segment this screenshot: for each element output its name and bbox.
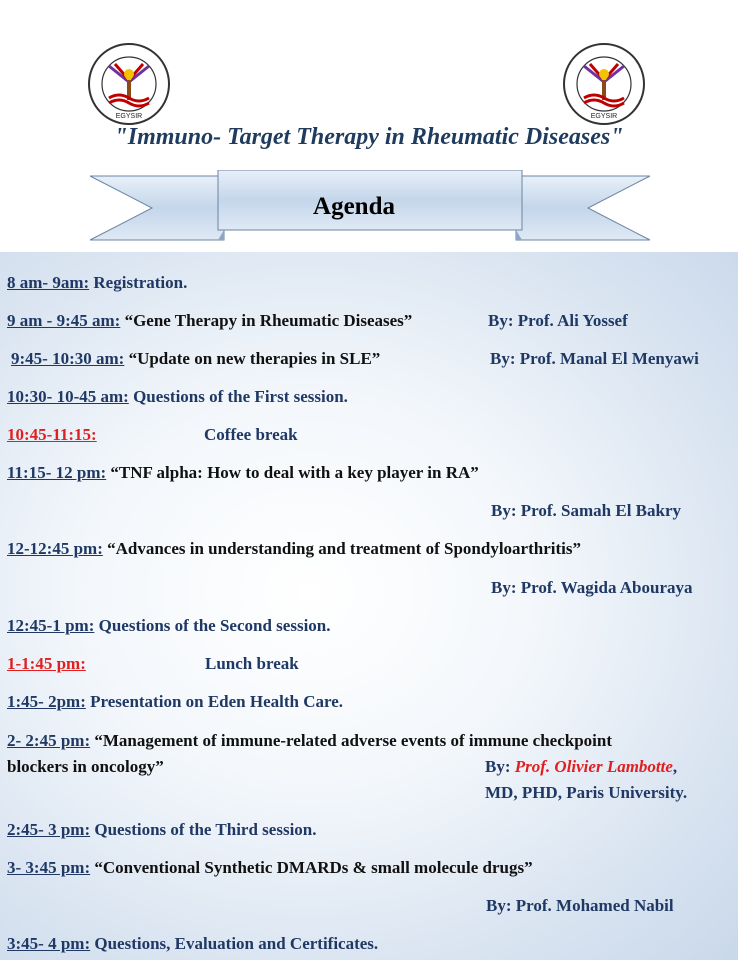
speaker: By: Prof. Manal El Menyawi — [490, 349, 699, 368]
egysir-logo-right — [562, 42, 646, 126]
speaker: By: Prof. Ali Yossef — [488, 311, 628, 330]
agenda-item-break — [7, 425, 97, 445]
agenda-item: 12-12:45 pm: “Advances in understanding and treatment of Spondyloarthritis” — [7, 539, 581, 558]
agenda-time: 10:45-11:15: — [7, 425, 97, 444]
svg-text:EGYSIR: EGYSIR — [115, 113, 143, 120]
agenda-item: 9 am - 9:45 am: “Gene Therapy in Rheumatic Diseases” — [7, 311, 413, 330]
agenda-time: 2- 2:45 pm: — [7, 731, 91, 750]
agenda-time: 12:45-1 pm: — [7, 616, 95, 635]
speaker: By: Prof. Olivier Lambotte, — [485, 757, 678, 776]
agenda-time: 1:45- 2pm: — [7, 692, 86, 711]
agenda-item: 3:45- 4 pm: Questions, Evaluation and Certificates. — [7, 934, 379, 953]
agenda-item: 12:45-1 pm: Questions of the Second session. — [7, 616, 331, 635]
agenda-item: 8 am- 9am: Registration. — [7, 273, 188, 292]
break-label: Coffee break — [204, 425, 298, 444]
break-label: Lunch break — [205, 654, 299, 673]
agenda-time: 9 am - 9:45 am: — [7, 311, 121, 330]
agenda-item-break — [7, 654, 86, 674]
agenda-time: 2:45- 3 pm: — [7, 820, 91, 839]
agenda-time: 9:45- 10:30 am: — [11, 349, 125, 368]
agenda-time: 12-12:45 pm: — [7, 539, 103, 558]
agenda-item-continued: blockers in oncology” — [7, 757, 164, 776]
agenda-time: 1-1:45 pm: — [7, 654, 86, 673]
egysir-logo-left — [87, 42, 171, 126]
agenda-time: 10:30- 10-45 am: — [7, 387, 129, 406]
svg-text:EGYSIR: EGYSIR — [590, 113, 618, 120]
agenda-item: 2- 2:45 pm: “Management of immune-related adverse events of immune checkpoint — [7, 731, 612, 750]
speaker: By: Prof. Samah El Bakry — [491, 501, 682, 520]
speaker: By: Prof. Wagida Abouraya — [491, 578, 693, 597]
agenda-item: 9:45- 10:30 am: “Update on new therapies in SLE” — [11, 349, 381, 368]
agenda-item: 10:30- 10-45 am: Questions of the First session. — [7, 387, 348, 406]
speaker: By: Prof. Mohamed Nabil — [486, 896, 674, 915]
agenda-item: 2:45- 3 pm: Questions of the Third session. — [7, 820, 317, 839]
agenda-item: 1:45- 2pm: Presentation on Eden Health Care. — [7, 692, 344, 711]
agenda-heading: Agenda — [313, 193, 395, 220]
agenda-time: 11:15- 12 pm: — [7, 463, 107, 482]
conference-title: "Immuno- Target Therapy in Rheumatic Diseases" — [114, 124, 624, 150]
agenda-time: 8 am- 9am: — [7, 273, 90, 292]
agenda-item: 11:15- 12 pm: “TNF alpha: How to deal with a key player in RA” — [7, 463, 479, 482]
agenda-time: 3:45- 4 pm: — [7, 934, 91, 953]
agenda-item: 3- 3:45 pm: “Conventional Synthetic DMARDs & small molecule drugs” — [7, 858, 533, 877]
agenda-time: 3- 3:45 pm: — [7, 858, 91, 877]
speaker-affiliation: MD, PHD, Paris University. — [485, 783, 688, 802]
